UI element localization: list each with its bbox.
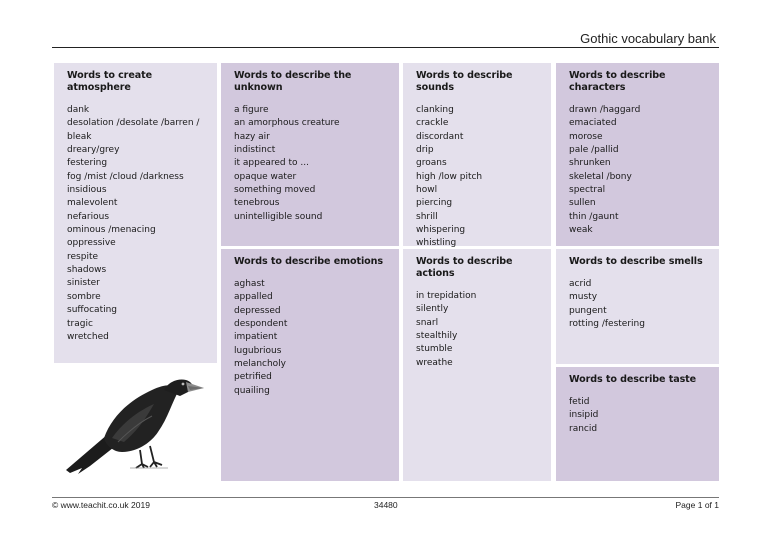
- atmosphere-heading: Words to create atmosphere: [67, 70, 152, 93]
- unknown-heading: Words to describe the unknown: [234, 70, 352, 93]
- word-item: dreary/grey: [67, 145, 120, 156]
- word-item: something moved: [234, 185, 316, 196]
- footer-page-number: Page 1 of 1: [675, 500, 719, 510]
- word-item: lugubrious: [234, 345, 282, 356]
- word-item: musty: [569, 292, 598, 303]
- word-item: fetid: [569, 397, 590, 407]
- page-title: Gothic vocabulary bank: [580, 31, 716, 46]
- word-item: insipid: [569, 410, 599, 421]
- footer-code: 34480: [374, 500, 398, 510]
- word-item: an amorphous creature: [234, 118, 340, 129]
- word-item: drawn /haggard: [569, 105, 641, 115]
- word-item: pungent: [569, 305, 607, 316]
- word-item: bleak: [67, 131, 92, 142]
- footer-divider: [52, 497, 719, 498]
- word-item: whistling: [416, 238, 457, 249]
- word-item: thin /gaunt: [569, 211, 619, 222]
- word-item: shrill: [416, 211, 438, 222]
- unknown-box: [221, 63, 399, 246]
- word-item: snarl: [416, 317, 439, 328]
- word-item: discordant: [416, 131, 464, 142]
- word-item: emaciated: [569, 118, 617, 129]
- word-item: crackle: [416, 118, 449, 129]
- word-item: tragic: [67, 318, 93, 329]
- word-item: stumble: [416, 344, 453, 355]
- characters-heading: Words to describe characters: [569, 70, 666, 93]
- taste-box: [556, 367, 719, 481]
- word-item: indistinct: [234, 145, 276, 156]
- word-item: skeletal /bony: [569, 171, 632, 182]
- word-item: a figure: [234, 105, 269, 115]
- word-item: impatient: [234, 332, 278, 343]
- word-item: fog /mist /cloud /darkness: [67, 171, 184, 182]
- word-item: festering: [67, 158, 108, 169]
- word-item: oppressive: [67, 238, 116, 249]
- characters-box: [556, 63, 719, 246]
- sounds-list: [416, 104, 538, 251]
- word-item: in trepidation: [416, 291, 477, 301]
- word-item: nefarious: [67, 211, 110, 222]
- taste-list: [569, 396, 706, 436]
- unknown-list: [234, 104, 386, 224]
- word-item: it appeared to ...: [234, 158, 309, 169]
- smells-list: [569, 278, 706, 331]
- word-item: howl: [416, 185, 438, 196]
- word-item: unintelligible sound: [234, 211, 323, 222]
- crow-illustration: [60, 372, 210, 477]
- word-item: melancholy: [234, 359, 287, 370]
- word-item: acrid: [569, 279, 592, 289]
- word-item: groans: [416, 158, 447, 169]
- word-item: whispering: [416, 225, 466, 236]
- word-item: wreathe: [416, 357, 453, 368]
- word-item: hazy air: [234, 131, 270, 142]
- emotions-list: [234, 278, 386, 398]
- word-item: rancid: [569, 423, 598, 434]
- taste-heading: Words to describe taste: [569, 374, 697, 385]
- word-item: tenebrous: [234, 198, 280, 209]
- word-item: suffocating: [67, 305, 118, 316]
- word-item: sinister: [67, 278, 100, 289]
- word-item: appalled: [234, 292, 273, 303]
- word-item: piercing: [416, 198, 453, 209]
- header-divider: [52, 47, 719, 48]
- atmosphere-box: [54, 63, 217, 363]
- word-item: high /low pitch: [416, 171, 483, 182]
- sounds-heading: Words to describe sounds: [416, 70, 513, 93]
- sounds-box: [403, 63, 551, 249]
- actions-box: [403, 249, 551, 481]
- word-item: petrified: [234, 372, 272, 383]
- word-item: malevolent: [67, 198, 118, 209]
- word-item: respite: [67, 251, 99, 262]
- word-item: sullen: [569, 198, 596, 209]
- word-item: clanking: [416, 105, 454, 115]
- word-item: pale /pallid: [569, 145, 619, 156]
- word-item: opaque water: [234, 171, 297, 182]
- word-item: stealthily: [416, 331, 458, 342]
- word-item: quailing: [234, 385, 270, 396]
- word-item: insidious: [67, 185, 107, 196]
- word-item: weak: [569, 225, 593, 236]
- word-item: shrunken: [569, 158, 611, 169]
- word-item: desolation /desolate /barren /: [67, 118, 200, 129]
- word-item: sombre: [67, 291, 101, 302]
- emotions-box: [221, 249, 399, 481]
- word-item: ominous /menacing: [67, 225, 156, 236]
- word-item: despondent: [234, 319, 288, 330]
- smells-box: [556, 249, 719, 364]
- word-item: drip: [416, 145, 434, 156]
- word-item: silently: [416, 304, 449, 315]
- footer-copyright: © www.teachit.co.uk 2019: [52, 500, 150, 510]
- word-item: spectral: [569, 185, 606, 196]
- actions-list: [416, 290, 538, 370]
- word-item: morose: [569, 131, 603, 142]
- word-item: aghast: [234, 279, 265, 289]
- emotions-heading: Words to describe emotions: [234, 256, 384, 267]
- characters-list: [569, 104, 706, 237]
- word-item: wretched: [67, 331, 109, 342]
- word-item: shadows: [67, 265, 107, 276]
- word-item: rotting /festering: [569, 319, 645, 330]
- word-item: depressed: [234, 305, 281, 316]
- word-item: dank: [67, 105, 90, 115]
- smells-heading: Words to describe smells: [569, 256, 703, 267]
- actions-heading: Words to describe actions: [416, 256, 513, 279]
- atmosphere-list: [67, 104, 204, 344]
